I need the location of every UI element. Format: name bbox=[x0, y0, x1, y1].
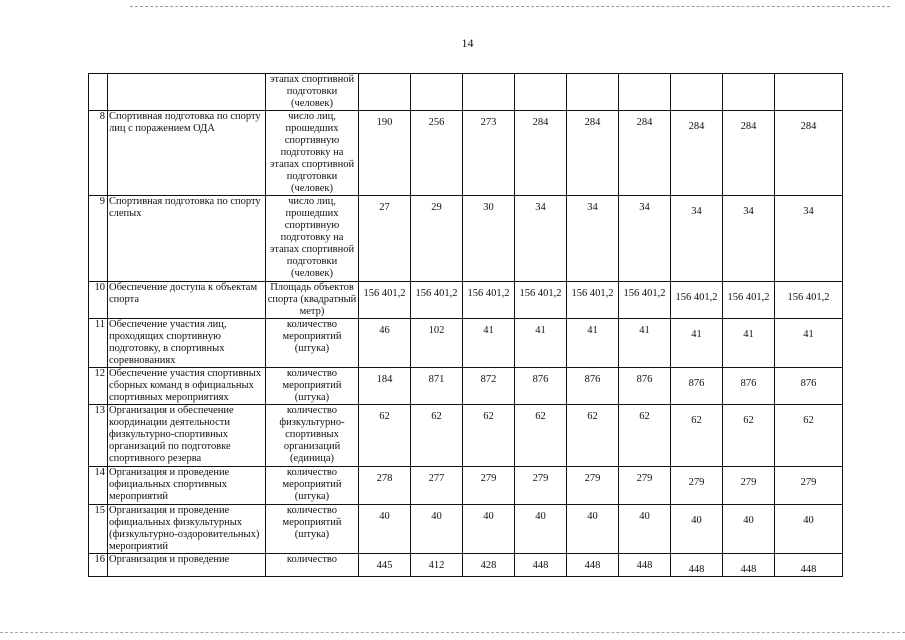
value-cell: 277 bbox=[411, 467, 463, 505]
value-cell: 279 bbox=[775, 467, 843, 505]
value-cell: 156 401,2 bbox=[411, 282, 463, 319]
row-name: Спортивная подготовка по спорту слепых bbox=[108, 196, 266, 282]
row-number bbox=[89, 74, 108, 111]
value-cell: 448 bbox=[671, 554, 723, 577]
row-unit: количество физкультурно-спортивных организаций (единица) bbox=[266, 405, 359, 467]
value-cell: 279 bbox=[619, 467, 671, 505]
value-cell: 62 bbox=[775, 405, 843, 467]
value-cell: 40 bbox=[515, 505, 567, 554]
value-cell: 29 bbox=[411, 196, 463, 282]
row-name: Организация и проведение bbox=[108, 554, 266, 577]
row-number: 10 bbox=[89, 282, 108, 319]
value-cell: 448 bbox=[567, 554, 619, 577]
value-cell: 872 bbox=[463, 368, 515, 405]
value-cell: 41 bbox=[671, 319, 723, 368]
value-cell: 876 bbox=[775, 368, 843, 405]
value-cell: 41 bbox=[723, 319, 775, 368]
row-number: 12 bbox=[89, 368, 108, 405]
table-row bbox=[89, 368, 843, 405]
table-row bbox=[89, 467, 843, 505]
value-cell: 62 bbox=[619, 405, 671, 467]
value-cell bbox=[567, 74, 619, 111]
row-number: 9 bbox=[89, 196, 108, 282]
row-number: 8 bbox=[89, 111, 108, 196]
table-row bbox=[89, 505, 843, 554]
value-cell: 876 bbox=[671, 368, 723, 405]
value-cell: 284 bbox=[515, 111, 567, 196]
table-row bbox=[89, 74, 843, 111]
value-cell bbox=[463, 74, 515, 111]
value-cell: 41 bbox=[515, 319, 567, 368]
value-cell: 412 bbox=[411, 554, 463, 577]
value-cell: 46 bbox=[359, 319, 411, 368]
value-cell: 156 401,2 bbox=[775, 282, 843, 319]
row-number: 16 bbox=[89, 554, 108, 577]
value-cell bbox=[411, 74, 463, 111]
row-number: 15 bbox=[89, 505, 108, 554]
row-unit: число лиц, прошедших спортивную подготовку на этапах спортивной подготовки (человек) bbox=[266, 111, 359, 196]
scan-artifact-bottom bbox=[0, 632, 905, 633]
value-cell: 41 bbox=[567, 319, 619, 368]
table-row bbox=[89, 196, 843, 282]
value-cell: 448 bbox=[723, 554, 775, 577]
value-cell: 34 bbox=[671, 196, 723, 282]
value-cell: 448 bbox=[619, 554, 671, 577]
value-cell: 40 bbox=[463, 505, 515, 554]
data-table bbox=[88, 73, 843, 577]
value-cell: 156 401,2 bbox=[359, 282, 411, 319]
value-cell: 40 bbox=[723, 505, 775, 554]
value-cell: 156 401,2 bbox=[515, 282, 567, 319]
value-cell: 156 401,2 bbox=[463, 282, 515, 319]
value-cell: 40 bbox=[619, 505, 671, 554]
value-cell: 448 bbox=[515, 554, 567, 577]
row-unit: количество мероприятий (штука) bbox=[266, 505, 359, 554]
value-cell: 279 bbox=[567, 467, 619, 505]
row-name: Обеспечение участия спортивных сборных команд в официальных спортивных мероприятиях bbox=[108, 368, 266, 405]
value-cell: 428 bbox=[463, 554, 515, 577]
value-cell: 156 401,2 bbox=[723, 282, 775, 319]
row-unit: количество мероприятий (штука) bbox=[266, 467, 359, 505]
value-cell: 284 bbox=[775, 111, 843, 196]
value-cell: 34 bbox=[775, 196, 843, 282]
value-cell: 284 bbox=[723, 111, 775, 196]
value-cell bbox=[775, 74, 843, 111]
value-cell: 156 401,2 bbox=[567, 282, 619, 319]
value-cell: 156 401,2 bbox=[671, 282, 723, 319]
value-cell: 62 bbox=[723, 405, 775, 467]
value-cell: 62 bbox=[463, 405, 515, 467]
value-cell bbox=[723, 74, 775, 111]
value-cell: 40 bbox=[411, 505, 463, 554]
row-unit: этапах спортивной подготовки (человек) bbox=[266, 74, 359, 111]
value-cell: 41 bbox=[463, 319, 515, 368]
value-cell: 256 bbox=[411, 111, 463, 196]
value-cell: 876 bbox=[515, 368, 567, 405]
row-number: 14 bbox=[89, 467, 108, 505]
row-name: Обеспечение доступа к объектам спорта bbox=[108, 282, 266, 319]
scan-artifact-top bbox=[130, 6, 890, 7]
value-cell: 40 bbox=[671, 505, 723, 554]
value-cell: 62 bbox=[671, 405, 723, 467]
value-cell: 273 bbox=[463, 111, 515, 196]
value-cell: 190 bbox=[359, 111, 411, 196]
value-cell: 27 bbox=[359, 196, 411, 282]
value-cell: 62 bbox=[411, 405, 463, 467]
value-cell: 279 bbox=[671, 467, 723, 505]
value-cell: 40 bbox=[775, 505, 843, 554]
row-unit: число лиц, прошедших спортивную подготовку на этапах спортивной подготовки (человек) bbox=[266, 196, 359, 282]
value-cell: 41 bbox=[619, 319, 671, 368]
row-number: 13 bbox=[89, 405, 108, 467]
value-cell: 876 bbox=[567, 368, 619, 405]
row-name: Организация и проведение официальных физкультурных (физкультурно-оздоровительных) мероприятий bbox=[108, 505, 266, 554]
value-cell: 34 bbox=[515, 196, 567, 282]
value-cell: 34 bbox=[619, 196, 671, 282]
table-row bbox=[89, 111, 843, 196]
value-cell: 284 bbox=[567, 111, 619, 196]
value-cell: 876 bbox=[723, 368, 775, 405]
value-cell: 445 bbox=[359, 554, 411, 577]
value-cell: 448 bbox=[775, 554, 843, 577]
row-unit: количество мероприятий (штука) bbox=[266, 368, 359, 405]
table-body bbox=[89, 74, 843, 577]
value-cell: 62 bbox=[359, 405, 411, 467]
row-name bbox=[108, 74, 266, 111]
table-row bbox=[89, 554, 843, 577]
value-cell: 871 bbox=[411, 368, 463, 405]
table-row bbox=[89, 319, 843, 368]
value-cell: 156 401,2 bbox=[619, 282, 671, 319]
value-cell: 62 bbox=[567, 405, 619, 467]
value-cell: 41 bbox=[775, 319, 843, 368]
table-row bbox=[89, 405, 843, 467]
row-name: Организация и обеспечение координации деятельности физкультурно-спортивных организаций по подготовке спортивного резерва bbox=[108, 405, 266, 467]
row-unit: количество bbox=[266, 554, 359, 577]
value-cell: 102 bbox=[411, 319, 463, 368]
value-cell: 876 bbox=[619, 368, 671, 405]
value-cell: 279 bbox=[723, 467, 775, 505]
value-cell: 184 bbox=[359, 368, 411, 405]
value-cell: 62 bbox=[515, 405, 567, 467]
value-cell bbox=[515, 74, 567, 111]
value-cell: 284 bbox=[619, 111, 671, 196]
value-cell: 34 bbox=[567, 196, 619, 282]
row-unit: Площадь объектов спорта (квадратный метр) bbox=[266, 282, 359, 319]
value-cell: 278 bbox=[359, 467, 411, 505]
row-name: Организация и проведение официальных спортивных мероприятий bbox=[108, 467, 266, 505]
row-name: Обеспечение участия лиц, проходящих спортивную подготовку, в спортивных соревнованиях bbox=[108, 319, 266, 368]
value-cell bbox=[359, 74, 411, 111]
row-number: 11 bbox=[89, 319, 108, 368]
value-cell: 279 bbox=[515, 467, 567, 505]
value-cell: 284 bbox=[671, 111, 723, 196]
value-cell: 30 bbox=[463, 196, 515, 282]
value-cell: 279 bbox=[463, 467, 515, 505]
row-unit: количество мероприятий (штука) bbox=[266, 319, 359, 368]
value-cell bbox=[671, 74, 723, 111]
value-cell bbox=[619, 74, 671, 111]
value-cell: 40 bbox=[359, 505, 411, 554]
row-name: Спортивная подготовка по спорту лиц с поражением ОДА bbox=[108, 111, 266, 196]
page-number: 14 bbox=[461, 36, 474, 50]
value-cell: 40 bbox=[567, 505, 619, 554]
value-cell: 34 bbox=[723, 196, 775, 282]
table-row bbox=[89, 282, 843, 319]
